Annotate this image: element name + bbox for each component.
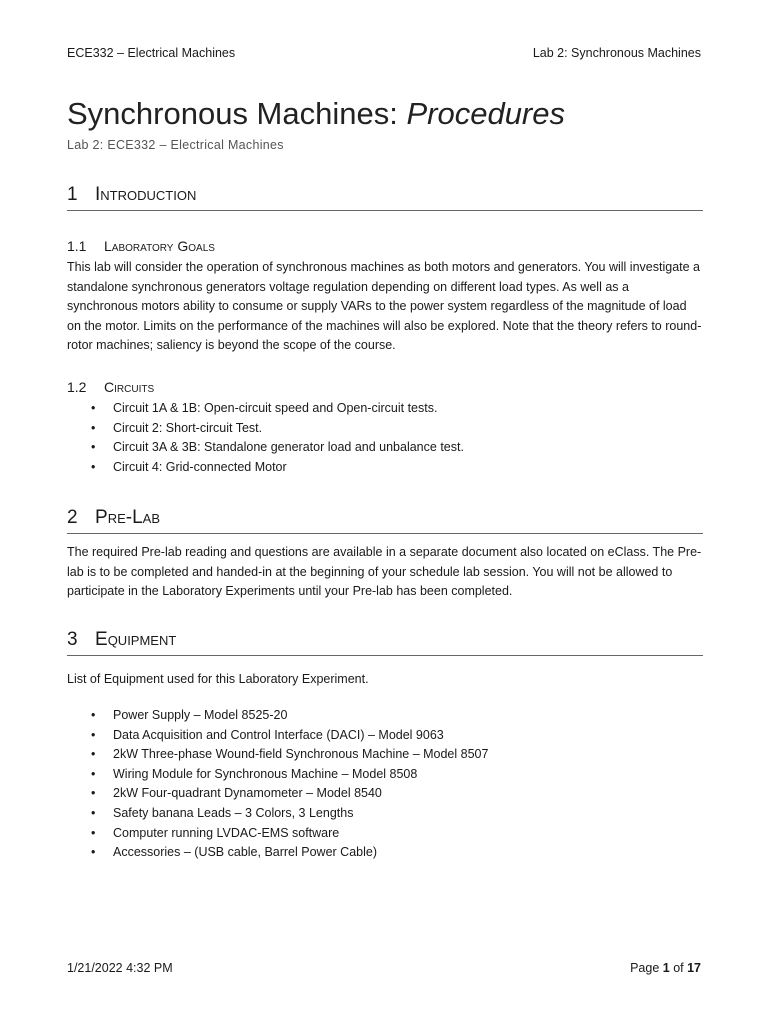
list-item: • 2kW Four-quadrant Dynamometer – Model 8540 [67, 784, 702, 804]
header-course: ECE332 – Electrical Machines [67, 46, 236, 60]
section-number: 3 [67, 629, 78, 650]
page-total: 17 [687, 961, 701, 975]
subsection-heading-circuits [67, 379, 154, 395]
document-subtitle: Lab 2: ECE332 – Electrical Machines [67, 138, 284, 152]
heading-initial: P [95, 507, 108, 528]
heading-initial: L [104, 238, 112, 254]
equipment-intro: List of Equipment used for this Laboratory Experiment. [67, 672, 369, 686]
list-item: • Wiring Module for Synchronous Machine – Model 8508 [67, 765, 702, 785]
heading-rest: ntroduction [100, 184, 197, 205]
heading-initial: C [104, 379, 115, 395]
equipment-list [67, 706, 702, 863]
page-prefix: Page [630, 961, 663, 975]
circuits-list [67, 399, 702, 477]
list-item: • Circuit 2: Short-circuit Test. [67, 419, 702, 439]
list-item: • Circuit 1A & 1B: Open-circuit speed and Open-circuit tests. [67, 399, 702, 419]
section-heading-equipment [67, 629, 703, 656]
title-main: Synchronous Machines: [67, 96, 407, 131]
list-item: • 2kW Three-phase Wound-field Synchronous Machine – Model 8507 [67, 745, 702, 765]
heading-initial: E [95, 629, 108, 650]
heading-initial: I [95, 184, 101, 205]
page-header [67, 46, 701, 60]
list-item: • Data Acquisition and Control Interface (DACI) – Model 9063 [67, 726, 702, 746]
list-item: • Safety banana Leads – 3 Colors, 3 Lengths [67, 804, 702, 824]
goals-paragraph: This lab will consider the operation of synchronous machines as both motors and generators. You will investigate a standalone synchronous generators voltage regulation depending on different load types. As well as a synchronous motors ability to consume or supply VARs to the power system regardless of the magnitude of load on the motor. Limits on the performance of the machines will also be explored. Note that the theory refers to round-rotor machines; saliency is beyond the scope of the course. [67, 260, 702, 352]
heading-rest: ircuits [114, 379, 155, 395]
section-heading-prelab [67, 507, 703, 534]
header-lab: Lab 2: Synchronous Machines [532, 46, 701, 60]
page-footer [67, 961, 701, 975]
heading-rest: re- [107, 507, 133, 528]
document-title [67, 96, 565, 132]
heading-rest: quipment [107, 629, 177, 650]
heading-initial-2: L [132, 507, 143, 528]
heading-rest-2: ab [142, 507, 160, 528]
page-current: 1 [662, 961, 670, 975]
section-number: 2 [67, 507, 78, 528]
list-item: • Circuit 4: Grid-connected Motor [67, 458, 702, 478]
subsection-number: 1.2 [67, 379, 87, 395]
footer-timestamp: 1/21/2022 4:32 PM [67, 961, 173, 975]
heading-rest: aboratory [111, 238, 178, 254]
prelab-paragraph: The required Pre-lab reading and questions are available in a separate document also located on eClass. The Pre-lab is to be completed and handed-in at the beginning of your schedule lab session. You will not be allowed to participate in the Laboratory Experiments until your Pre-lab has been completed. [67, 545, 702, 598]
heading-initial-2: G [177, 238, 189, 254]
subsection-number: 1.1 [67, 238, 87, 254]
list-item: • Circuit 3A & 3B: Standalone generator load and unbalance test. [67, 438, 702, 458]
section-number: 1 [67, 184, 78, 205]
subsection-heading-goals [67, 238, 215, 254]
page-of: of [669, 961, 688, 975]
page-number [630, 961, 701, 975]
section-heading-introduction [67, 184, 703, 211]
list-item: • Power Supply – Model 8525-20 [67, 706, 702, 726]
title-italic: Procedures [406, 96, 565, 131]
list-item: • Computer running LVDAC-EMS software [67, 824, 702, 844]
list-item: • Accessories – (USB cable, Barrel Power Cable) [67, 843, 702, 863]
heading-rest-2: oals [188, 238, 215, 254]
